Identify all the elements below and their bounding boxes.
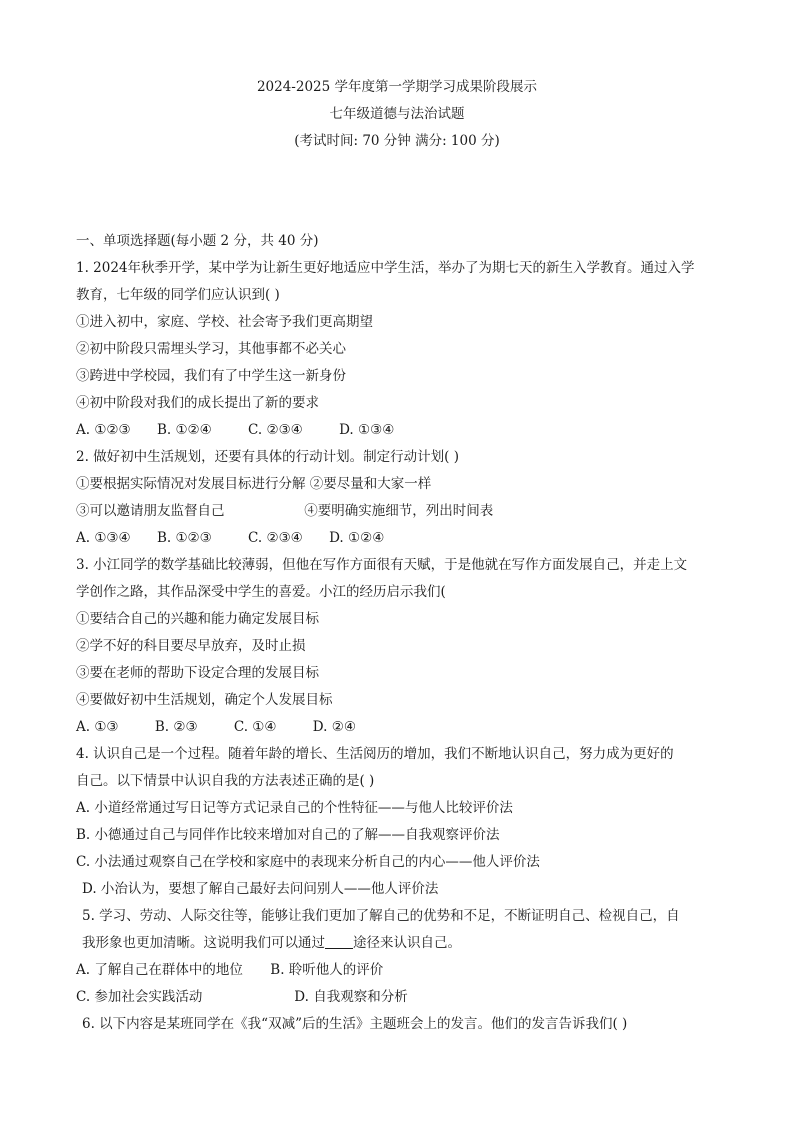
q4-option-d: D. 小治认为，要想了解自己最好去问问别人——他人评价法 (82, 881, 439, 897)
q1-option-c: C. ②③④ (248, 422, 303, 438)
q5-options-cd (76, 984, 726, 1011)
q3-statement-1: ①要结合自己的兴趣和能力确定发展目标 (76, 611, 319, 627)
q2-option-a: A. ①③④ (76, 530, 131, 546)
q3-statement-4: ④要做好初中生活规划，确定个人发展目标 (76, 692, 333, 708)
q5-option-c: C. 参加社会实践活动 (76, 989, 203, 1005)
q1-option-a: A. ①②③ (76, 422, 131, 438)
q1-statement-3: ③跨进中学校园，我们有了中学生这一新身份 (76, 368, 346, 384)
q4-option-a: A. 小道经常通过写日记等方式记录自己的个性特征——与他人比较评价法 (76, 800, 513, 816)
q4-option-c: C. 小法通过观察自己在学校和家庭中的表现来分析自己的内心——他人评价法 (76, 854, 540, 870)
q3-stem-line1: 3. 小江同学的数学基础比较薄弱，但他在写作方面很有天赋，于是他就在写作方面发展自己，并走上文 (76, 557, 688, 573)
q5-stem-line1: 5. 学习、劳动、人际交往等，能够让我们更加了解自己的优势和不足，不断证明自己、检视自己，自 (82, 908, 680, 924)
q2-statements-1-2: ①要根据实际情况对发展目标进行分解 ②要尽量和大家一样 (76, 476, 432, 492)
q5-option-d: D. 自我观察和分析 (294, 989, 408, 1005)
q3-options (76, 714, 726, 741)
q5-stem-line2-pre: 我形象也更加清晰。这说明我们可以通过 (82, 935, 325, 951)
q2-options (76, 525, 726, 552)
q1-option-d: D. ①③④ (339, 422, 395, 438)
answer-blank (325, 934, 353, 949)
q2-stem: 2. 做好初中生活规划，还要有具体的行动计划。制定行动计划( ) (76, 449, 459, 465)
q1-stem-line1: 1. 2024年秋季开学，某中学为让新生更好地适应中学生活，举办了为期七天的新生入学教育。通过入学 (76, 260, 695, 276)
q2-option-d: D. ①②④ (329, 530, 385, 546)
q2-statement-3: ③可以邀请朋友监督自己 (76, 503, 225, 519)
exam-subject: 七年级道德与法治试题 (329, 106, 465, 122)
q1-stem-line2: 教育，七年级的同学们应认识到( ) (76, 287, 280, 303)
exam-title: 2024-2025 学年度第一学期学习成果阶段展示 (256, 79, 538, 95)
q2-statements-3-4 (76, 498, 726, 525)
q2-option-c: C. ②③④ (248, 530, 303, 546)
q3-statement-3: ③要在老师的帮助下设定合理的发展目标 (76, 665, 319, 681)
q1-statement-2: ②初中阶段只需埋头学习，其他事都不必关心 (76, 341, 346, 357)
q2-option-b: B. ①②③ (156, 530, 212, 546)
q2-statement-4: ④要明确实施细节，列出时间表 (304, 503, 494, 519)
q3-stem-line2: 学创作之路，其作品深受中学生的喜爱。小江的经历启示我们( (76, 584, 446, 600)
q3-option-d: D. ②④ (312, 719, 356, 735)
q3-option-a: A. ①③ (76, 719, 119, 735)
exam-header (0, 74, 794, 155)
q5-stem-line2 (76, 930, 726, 957)
q6-stem: 6. 以下内容是某班同学在《我“双减”后的生活》主题班会上的发言。他们的发言告诉我们( ) (82, 1016, 628, 1032)
q1-statement-1: ①进入初中，家庭、学校、社会寄予我们更高期望 (76, 314, 373, 330)
q1-option-b: B. ①②④ (156, 422, 212, 438)
q4-stem-line1: 4. 认识自己是一个过程。随着年龄的增长、生活阅历的增加，我们不断地认识自己，努力成为更好的 (76, 746, 674, 762)
q5-options-ab (76, 957, 726, 984)
q5-stem-line2-post: 途径来认识自己。 (353, 935, 461, 951)
exam-content (76, 228, 726, 1038)
q5-option-a: A. 了解自己在群体中的地位 (76, 962, 243, 978)
q1-statement-4: ④初中阶段对我们的成长提出了新的要求 (76, 395, 319, 411)
q4-option-b: B. 小德通过自己与同伴作比较来增加对自己的了解——自我观察评价法 (76, 827, 500, 843)
q5-option-b: B. 聆听他人的评价 (270, 962, 384, 978)
q1-options (76, 417, 726, 444)
q3-statement-2: ②学不好的科目要尽早放弃，及时止损 (76, 638, 306, 654)
q3-option-c: C. ①④ (233, 719, 277, 735)
exam-info: (考试时间: 70 分钟 满分: 100 分) (294, 133, 500, 149)
q3-option-b: B. ②③ (154, 719, 198, 735)
section-heading: 一、单项选择题(每小题 2 分，共 40 分) (76, 233, 319, 249)
q4-stem-line2: 自己。以下情景中认识自我的方法表述正确的是( ) (76, 773, 375, 789)
